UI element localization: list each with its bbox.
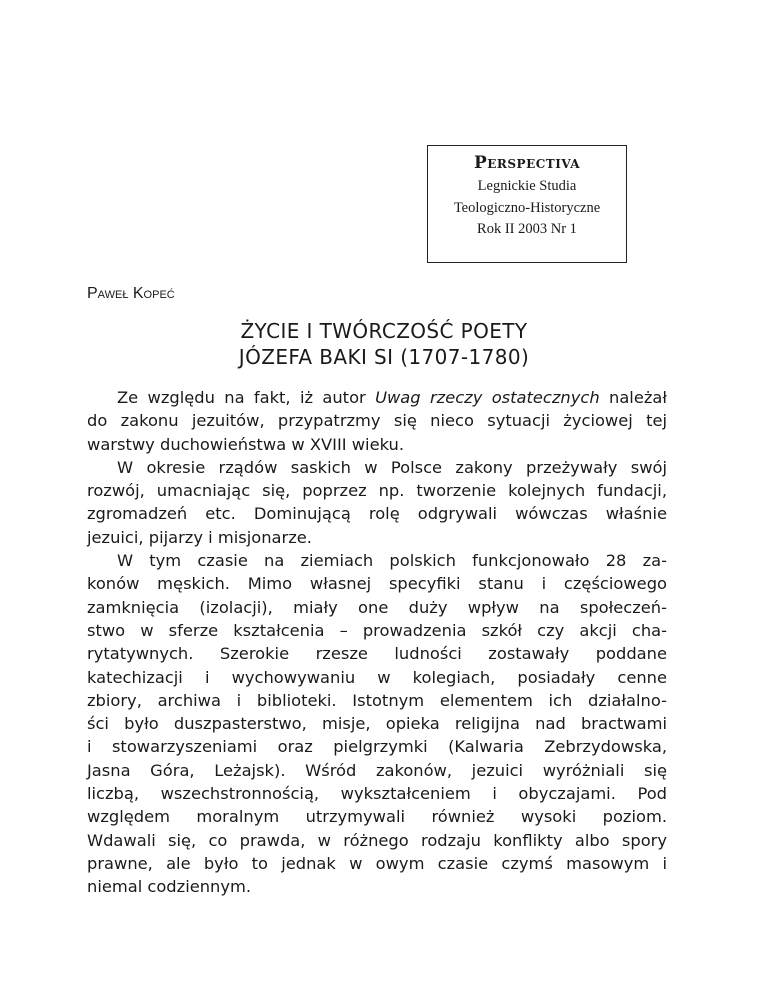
text-line: katechizacji i wychowywaniu w kolegiach, posiadały cenne (87, 667, 667, 687)
text-line: Jasna Góra, Leżajsk). Wśród zakonów, jezuici wyróżniali się (87, 760, 667, 780)
text-line: warstwy duchowieństwa w XVIII wieku. (87, 434, 405, 454)
article-body (87, 386, 667, 899)
text-line: prawne, ale było to jednak w owym czasie czymś masowym i (87, 853, 667, 873)
journal-subtitle-1: Legnickie Studia (477, 178, 577, 194)
text-line: rozwój, umacniając się, poprzez np. tworzenie kolejnych fundacji, (87, 481, 667, 501)
text-line: stwo w sferze kształcenia – prowadzenia szkół czy akcji cha- (87, 620, 667, 640)
text-line: konów męskich. Mimo własnej specyfiki stanu i częściowego (87, 574, 667, 594)
article-title-line-1: ŻYCIE I TWÓRCZOŚĆ POETY (240, 319, 528, 343)
paragraph (87, 549, 667, 898)
text-line: ści było duszpasterstwo, misje, opieka religijna nad bractwami (87, 714, 667, 734)
text-line: jezuici, pijarzy i misjonarze. (87, 527, 312, 547)
text-line: zbiory, archiwa i biblioteki. Istotnym elementem ich działalno- (87, 690, 667, 710)
text-segment: należał (599, 388, 667, 407)
journal-info-box (427, 145, 627, 263)
text-line: W okresie rządów saskich w Polsce zakony przeżywały swój (117, 457, 667, 477)
text-line: Wdawali się, co prawda, w różnego rodzaju konflikty albo spory (87, 830, 667, 850)
journal-title: Perspectiva (473, 153, 581, 173)
text-line: liczbą, wszechstronnością, wykształceniem i obyczajami. Pod (87, 784, 667, 804)
article-title-line-2: JÓZEFA BAKI SI (1707-1780) (238, 345, 530, 369)
text-line: względem moralnym utrzymywali również wysoki poziom. (87, 807, 667, 827)
text-line: do zakonu jezuitów, przypatrzmy się nieco sytuacji życiowej tej (87, 411, 667, 431)
text-line: niemal codziennym. (87, 877, 252, 897)
author-name: Paweł Kopeć (87, 285, 175, 302)
journal-subtitle-2: Teologiczno-Historyczne (453, 199, 601, 216)
text-segment: Ze względu na fakt, iż autor (117, 388, 376, 407)
paragraph (87, 386, 667, 456)
paragraph (87, 456, 667, 549)
text-line: rytatywnych. Szerokie rzesze ludności zostawały poddane (87, 644, 667, 664)
text-line (87, 386, 667, 409)
text-line: W tym czasie na ziemiach polskich funkcjonowało 28 za- (117, 551, 667, 571)
text-line: zamknięcia (izolacji), miały one duży wpływ na społeczeń- (87, 597, 667, 617)
journal-issue: Rok II 2003 Nr 1 (477, 221, 577, 237)
article-title (0, 318, 768, 370)
italic-book-title: Uwag rzeczy ostatecznych (375, 388, 600, 407)
text-line: zgromadzeń etc. Dominującą rolę odgrywali wówczas właśnie (87, 504, 667, 524)
text-line: i stowarzyszeniami oraz pielgrzymki (Kalwaria Zebrzydowska, (87, 737, 667, 757)
